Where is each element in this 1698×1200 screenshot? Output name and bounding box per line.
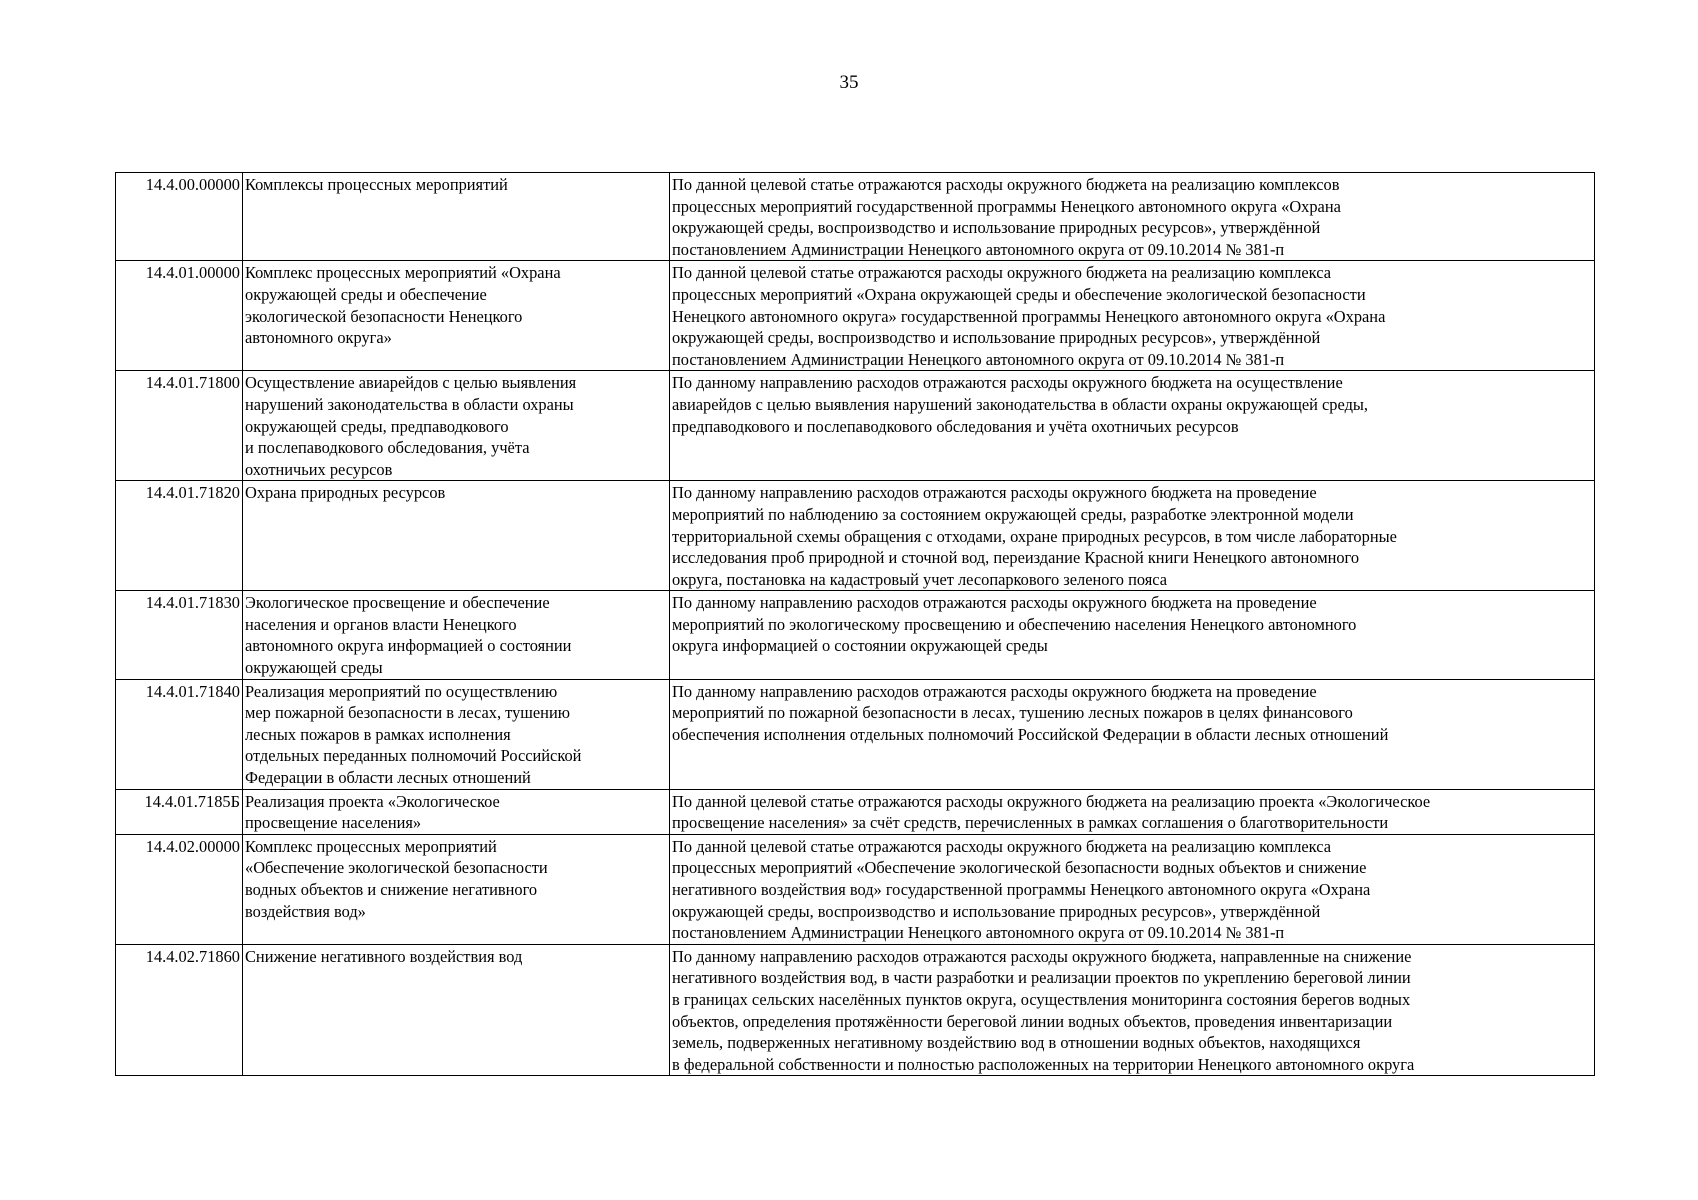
table-row bbox=[116, 261, 1595, 371]
target-article-description: По данной целевой статье отражаются расходы окружного бюджета на реализацию комплекса процессных мероприятий «Охрана окружающей среды и обеспечение экологической безопасности Ненецкого автономного округа» государственной программы Ненецкого автономного округа «Охрана окружающей среды, воспроизводство и использование природных ресурсов», утверждённой постановлением Администрации Ненецкого автономного округа от 09.10.2014 № 381-п bbox=[670, 261, 1595, 371]
table-row bbox=[116, 173, 1595, 261]
target-article-code: 14.4.01.71830 bbox=[116, 591, 243, 679]
target-article-name: Комплекс процессных мероприятий «Обеспечение экологической безопасности водных объектов и снижение негативного воздействия вод» bbox=[243, 834, 670, 944]
target-article-code: 14.4.02.71860 bbox=[116, 944, 243, 1076]
target-article-name: Снижение негативного воздействия вод bbox=[243, 944, 670, 1076]
table-row bbox=[116, 944, 1595, 1076]
target-article-description: По данному направлению расходов отражаются расходы окружного бюджета на осуществление авиарейдов с целью выявления нарушений законодательства в области охраны окружающей среды, предпаводкового и послепаводкового обследования и учёта охотничьих ресурсов bbox=[670, 371, 1595, 481]
target-article-description: По данной целевой статье отражаются расходы окружного бюджета на реализацию комплексов процессных мероприятий государственной программы Ненецкого автономного округа «Охрана окружающей среды, воспроизводство и использование природных ресурсов», утверждённой постановлением Администрации Ненецкого автономного округа от 09.10.2014 № 381-п bbox=[670, 173, 1595, 261]
target-article-description: По данному направлению расходов отражаются расходы окружного бюджета на проведение мероприятий по экологическому просвещению и обеспечению населения Ненецкого автономного округа информацией о состоянии окружающей среды bbox=[670, 591, 1595, 679]
table-row bbox=[116, 834, 1595, 944]
target-article-description: По данному направлению расходов отражаются расходы окружного бюджета на проведение мероприятий по пожарной безопасности в лесах, тушению лесных пожаров в целях финансового обеспечения исполнения отдельных полномочий Российской Федерации в области лесных отношений bbox=[670, 679, 1595, 789]
page-number: 35 bbox=[839, 72, 859, 93]
target-article-name: Экологическое просвещение и обеспечение населения и органов власти Ненецкого автономного округа информацией о состоянии окружающей среды bbox=[243, 591, 670, 679]
table-row bbox=[116, 591, 1595, 679]
target-article-description: По данному направлению расходов отражаются расходы окружного бюджета на проведение мероприятий по наблюдению за состоянием окружающей среды, разработке электронной модели территориальной схемы обращения с отходами, охране природных ресурсов, в том числе лабораторные исследования проб природной и сточной вод, переиздание Красной книги Ненецкого автономного округа, постановка на кадастровый учет лесопаркового зеленого пояса bbox=[670, 481, 1595, 591]
budget-classification-table bbox=[115, 172, 1595, 1076]
target-article-description: По данной целевой статье отражаются расходы окружного бюджета на реализацию комплекса процессных мероприятий «Обеспечение экологической безопасности водных объектов и снижение негативного воздействия вод» государственной программы Ненецкого автономного округа «Охрана окружающей среды, воспроизводство и использование природных ресурсов», утверждённой постановлением Администрации Ненецкого автономного округа от 09.10.2014 № 381-п bbox=[670, 834, 1595, 944]
target-article-name: Комплекс процессных мероприятий «Охрана окружающей среды и обеспечение экологической безопасности Ненецкого автономного округа» bbox=[243, 261, 670, 371]
table-row bbox=[116, 481, 1595, 591]
target-article-code: 14.4.01.7185Б bbox=[116, 789, 243, 834]
table-body bbox=[116, 173, 1595, 1076]
target-article-code: 14.4.00.00000 bbox=[116, 173, 243, 261]
target-article-code: 14.4.01.71840 bbox=[116, 679, 243, 789]
target-article-description: По данному направлению расходов отражаются расходы окружного бюджета, направленные на снижение негативного воздействия вод, в части разработки и реализации проектов по укреплению береговой линии в границах сельских населённых пунктов округа, осуществления мониторинга состояния берегов водных объектов, определения протяжённости береговой линии водных объектов, проведения инвентаризации земель, подверженных негативному воздействию вод в отношении водных объектов, находящихся в федеральной собственности и полностью расположенных на территории Ненецкого автономного округа bbox=[670, 944, 1595, 1076]
target-article-name: Комплексы процессных мероприятий bbox=[243, 173, 670, 261]
target-article-code: 14.4.01.71820 bbox=[116, 481, 243, 591]
target-article-name: Реализация мероприятий по осуществлению мер пожарной безопасности в лесах, тушению лесных пожаров в рамках исполнения отдельных переданных полномочий Российской Федерации в области лесных отношений bbox=[243, 679, 670, 789]
table-row bbox=[116, 679, 1595, 789]
target-article-name: Охрана природных ресурсов bbox=[243, 481, 670, 591]
target-article-name: Осуществление авиарейдов с целью выявления нарушений законодательства в области охраны окружающей среды, предпаводкового и послепаводкового обследования, учёта охотничьих ресурсов bbox=[243, 371, 670, 481]
target-article-code: 14.4.01.71800 bbox=[116, 371, 243, 481]
target-article-code: 14.4.01.00000 bbox=[116, 261, 243, 371]
target-article-code: 14.4.02.00000 bbox=[116, 834, 243, 944]
table-row bbox=[116, 789, 1595, 834]
table-row bbox=[116, 371, 1595, 481]
target-article-description: По данной целевой статье отражаются расходы окружного бюджета на реализацию проекта «Экологическое просвещение населения» за счёт средств, перечисленных в рамках соглашения о благотворительности bbox=[670, 789, 1595, 834]
target-article-name: Реализация проекта «Экологическое просвещение населения» bbox=[243, 789, 670, 834]
